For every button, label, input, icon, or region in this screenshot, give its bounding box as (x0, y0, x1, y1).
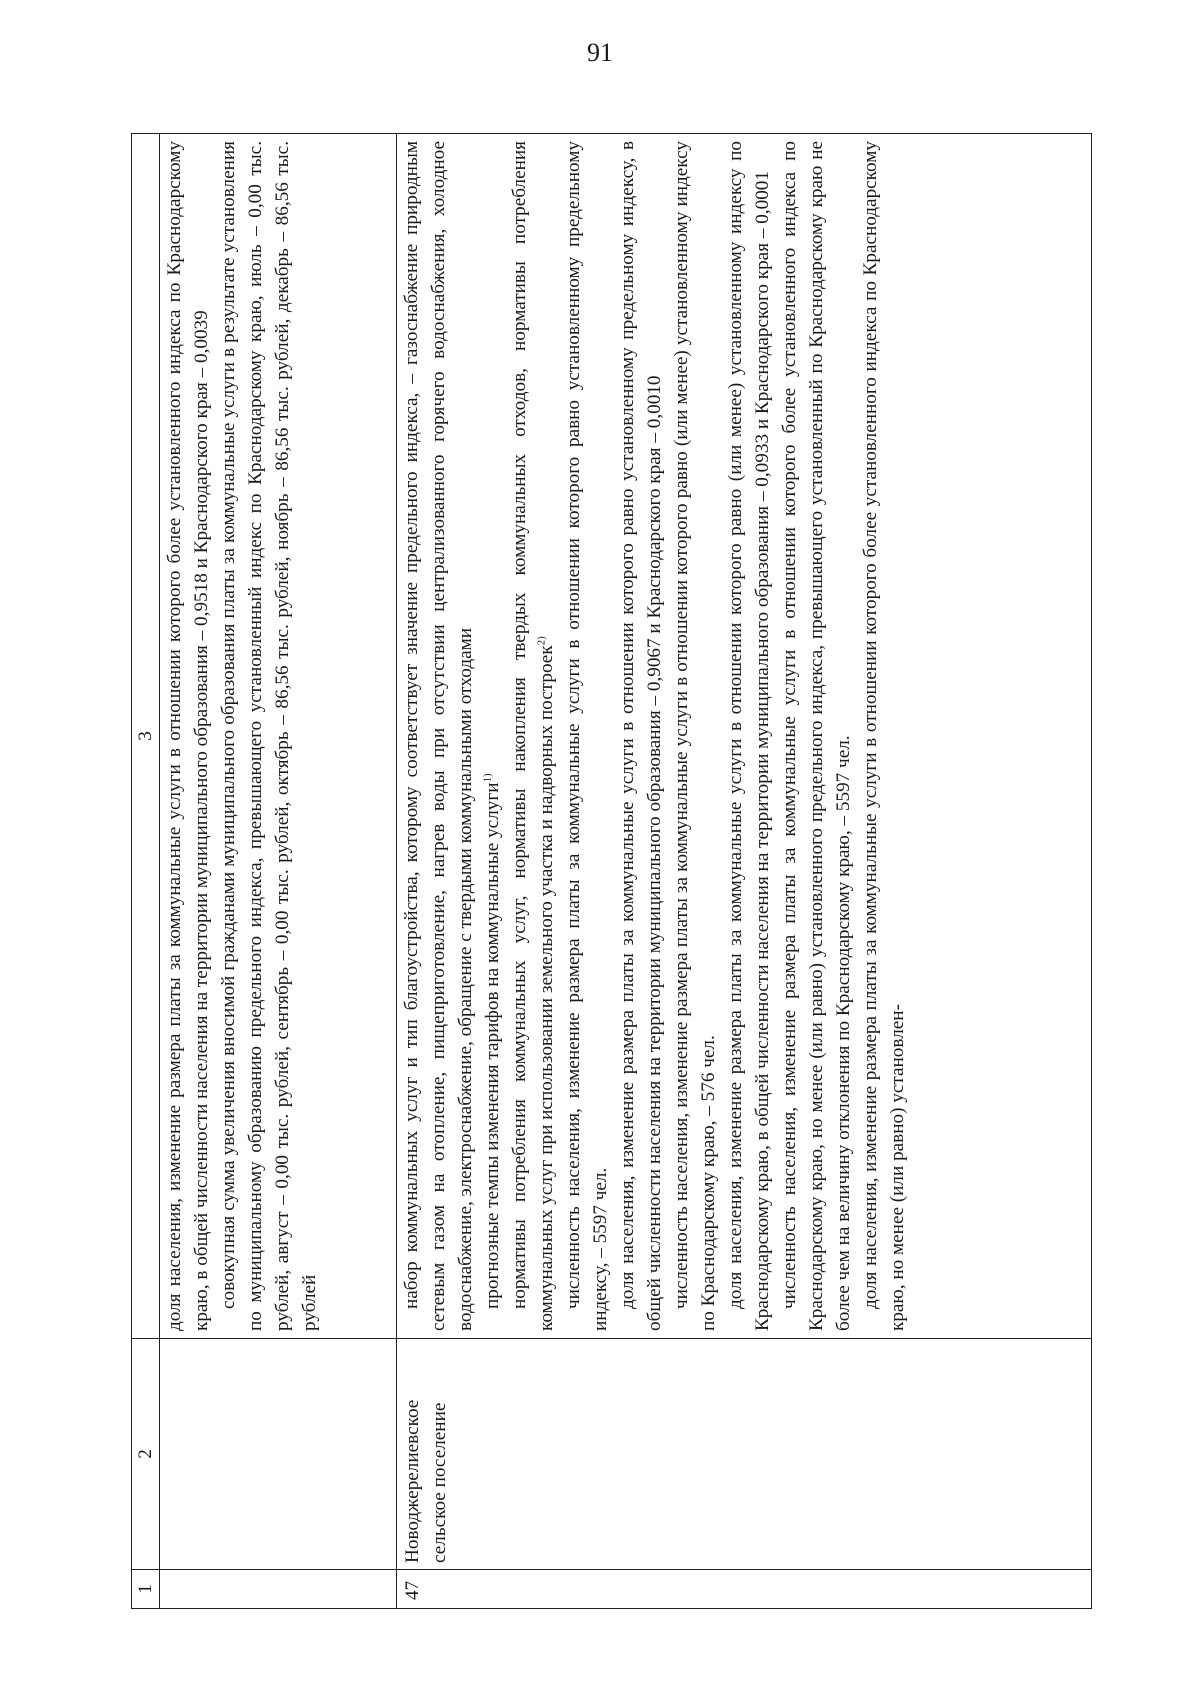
page-number: 91 (587, 38, 613, 67)
municipality-name: Новоджерелиевское сельское поселение (397, 1339, 1092, 1570)
table-header-row (132, 134, 160, 1609)
row-number (160, 1570, 397, 1609)
paragraph: доля населения, изменение размера платы за коммунальные услуги в отношении которого равно (или менее) установленному индексу по Краснодарскому краю, в общей численности населения на территории муниципального образования – 0,0933 и Краснодарского края – 0,0001 (725, 141, 773, 1331)
paragraph: численность населения, изменение размера платы за коммунальные услуги в отношении которого равно (или менее) установленному индексу по Краснодарскому краю, – 576 чел. (671, 141, 719, 1331)
paragraph (479, 141, 506, 1331)
paragraph: численность населения, изменение размера платы за коммунальные услуги в отношении которого равно установленному предельному индексу, – 5597 чел. (563, 141, 611, 1331)
paragraph-text: нормативы потребления коммунальных услуг, нормативы накопления твердых коммунальных отходов, нормативы потребления коммунальных услуг при использовании земельного участка и надворных построек (509, 141, 557, 1331)
paragraph: совокупная сумма увеличения вносимой гражданами муниципального образования платы за коммунальные услуги в результате установления по муниципальному образованию предельного индекса, превышающего установленный индекс по Краснодарскому краю, июль – 0,00 тыс. рублей, август – 0,00 тыс. рублей, сентябрь – 0,00 тыс. рублей, октябрь – 86,56 тыс. рублей, ноябрь – 86,56 тыс. рублей, декабрь – 86,56 тыс. рублей (218, 141, 320, 1331)
paragraph: доля населения, изменение размера платы за коммунальные услуги в отношении которого более установленного индекса по Краснодарскому краю, в общей численности населения на территории муниципального образования – 0,9518 и Краснодарского края – 0,0039 (164, 141, 212, 1331)
row-number: 47 (397, 1570, 1092, 1609)
footnote-mark: 2) (535, 636, 548, 646)
header-col-2: 2 (132, 1339, 160, 1570)
municipality-name (160, 1339, 397, 1570)
row-description (160, 134, 397, 1339)
row-description (397, 134, 1092, 1339)
header-col-3: 3 (132, 134, 160, 1339)
table-row (160, 134, 397, 1609)
paragraph-text: прогнозные темпы изменения тарифов на коммунальные услуги (482, 782, 503, 1309)
table-row (397, 134, 1092, 1609)
data-table (131, 133, 1092, 1609)
paragraph: набор коммунальных услуг и тип благоустройства, которому соответствует значение предельного индекса, – газоснабжение природным сетевым газом на отопление, пищеприготовление, нагрев воды при отсутствии централизованного горячего водоснабжения, холодное водоснабжение, электроснабжение, обращение с твердыми коммунальными отходами (401, 141, 476, 1331)
paragraph (506, 141, 560, 1331)
paragraph: численность населения, изменение размера платы за коммунальные услуги в отношении которого более установленного индекса по Краснодарскому краю, но менее (или равно) установленного предельного индекса, превышающего установленный по Краснодарскому краю не более чем на величину отклонения по Краснодарскому краю, – 5597 чел. (779, 141, 854, 1331)
paragraph: доля населения, изменение размера платы за коммунальные услуги в отношении которого равно установленному предельному индексу, в общей численности населения на территории муниципального образования – 0,9067 и Краснодарского края – 0,0010 (617, 141, 665, 1331)
footnote-mark: 1) (481, 773, 494, 783)
rotated-table-wrapper (131, 137, 1085, 1609)
paragraph: доля населения, изменение размера платы за коммунальные услуги в отношении которого более установленного индекса по Краснодарскому краю, но менее (или равно) установлен- (860, 141, 908, 1331)
header-col-1: 1 (132, 1570, 160, 1609)
